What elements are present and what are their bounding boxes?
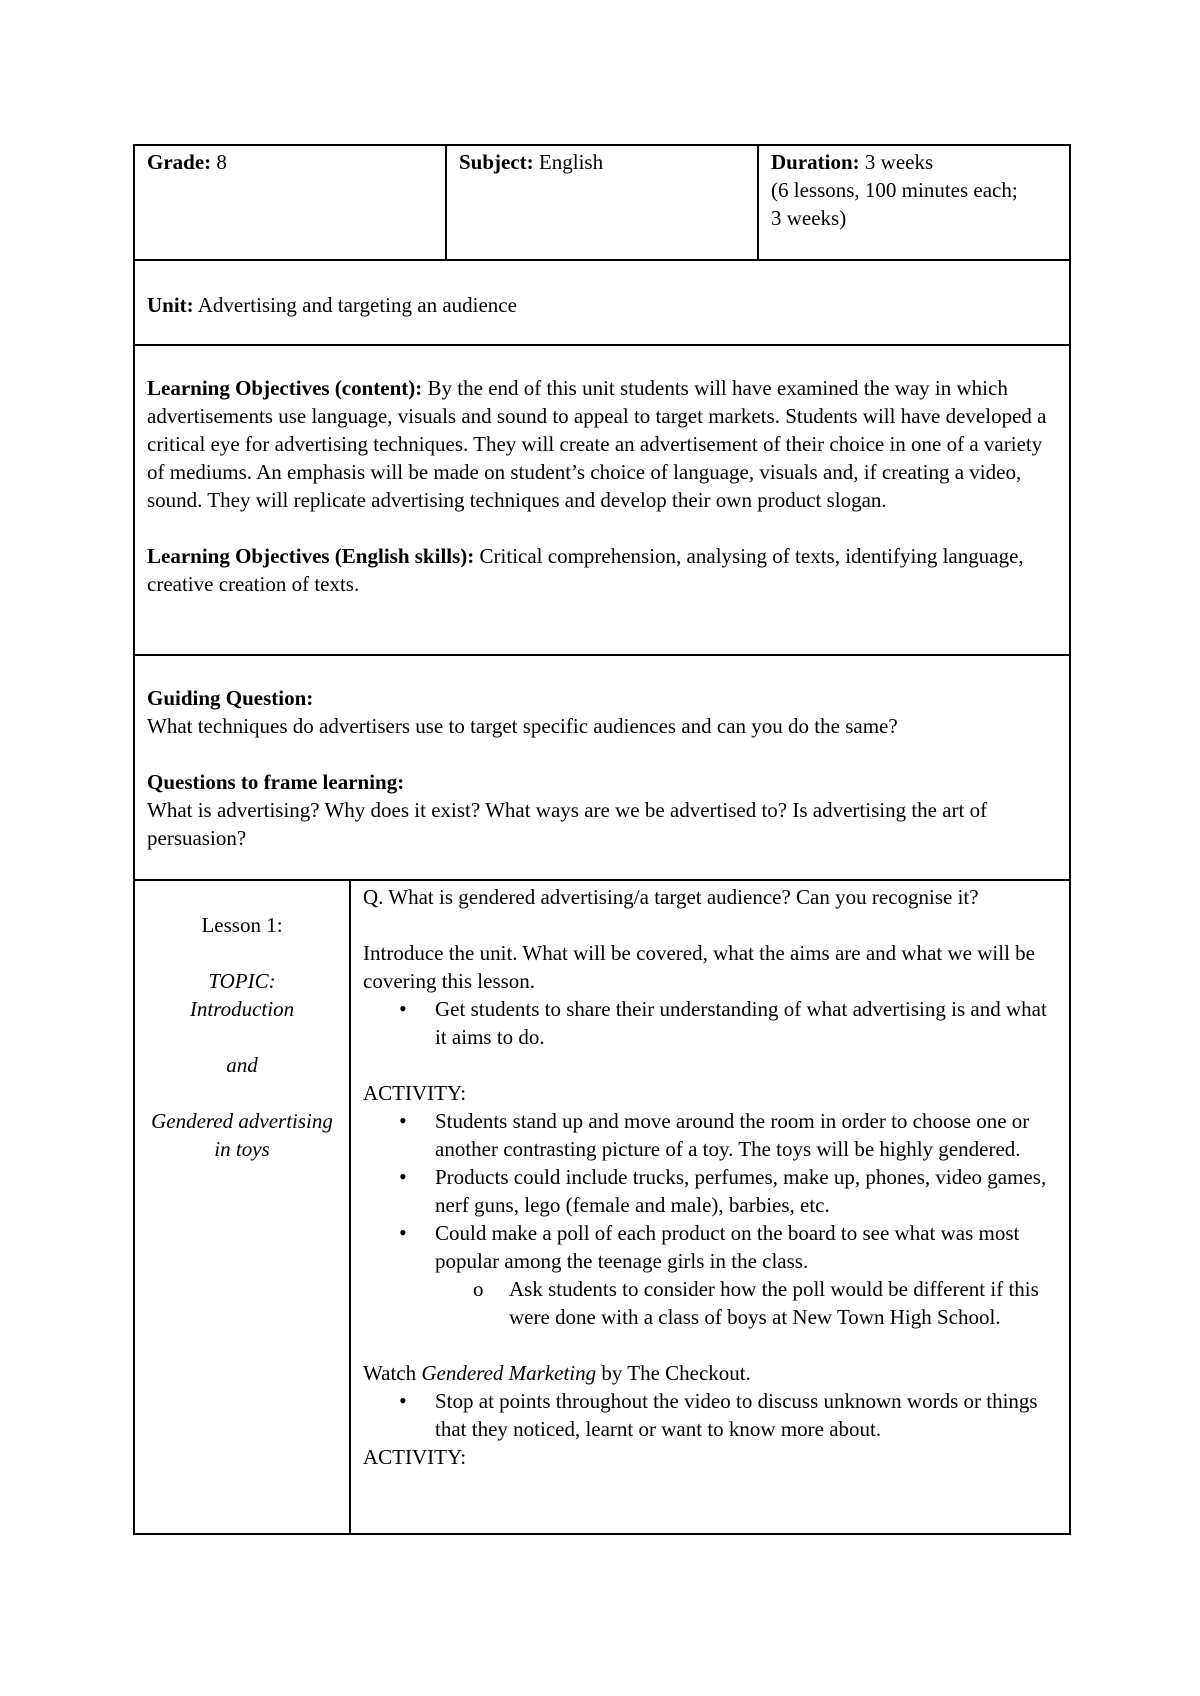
- watch-prefix: Watch: [363, 1361, 422, 1385]
- duration-detail-2: 3 weeks): [771, 206, 847, 230]
- objectives-cell: [135, 346, 1069, 654]
- lesson-1-content-cell: [351, 881, 1069, 1533]
- frame-questions-label: Questions to frame learning:: [147, 770, 405, 794]
- list-item: • Stop at points throughout the video to discuss unknown words or things that they noticed, learnt or want to know more about.: [435, 1387, 1057, 1443]
- subject-cell: [447, 146, 759, 259]
- list-item: • Students stand up and move around the room in order to choose one or another contrasting picture of a toy. The toys will be highly gendered.: [435, 1107, 1057, 1163]
- grade-label: Grade:: [147, 150, 212, 174]
- content-objective-text: By the end of this unit students will have examined the way in which advertisements use language, visuals and sound to appeal to target markets. Students will have developed a critical eye for advertising techniques. They will create an advertisement of their choice in one of a variety of mediums. An emphasis will be made on student’s choice of language, visuals and, if creating a video, sound. They will replicate advertising techniques and develop their own product slogan.: [147, 376, 1047, 512]
- list-item: • Get students to share their understanding of what advertising is and what it aims to do.: [435, 995, 1057, 1051]
- lesson-question: Q. What is gendered advertising/a target audience? Can you recognise it?: [363, 885, 979, 909]
- skills-objective-text: Critical comprehension, analysing of texts, identifying language, creative creation of texts.: [147, 544, 1024, 596]
- intro-bullet-list: [363, 995, 1057, 1051]
- watch-bullet-list: [363, 1387, 1057, 1443]
- lesson-1-topic-cell: [135, 881, 351, 1533]
- sub-list-item: o Ask students to consider how the poll would be different if this were done with a class of boys at New Town High School.: [509, 1275, 1057, 1331]
- duration-label: Duration:: [771, 150, 860, 174]
- unit-value: Advertising and targeting an audience: [193, 293, 517, 317]
- topic-gendered: Gendered advertising in toys: [151, 1109, 333, 1161]
- activity-1-label: ACTIVITY:: [363, 1081, 467, 1105]
- unit-label: Unit:: [147, 293, 194, 317]
- skills-objective-label: Learning Objectives (English skills):: [147, 544, 475, 568]
- lesson-intro: Introduce the unit. What will be covered, what the aims are and what we will be covering this lesson.: [363, 941, 1035, 993]
- objectives-row: [135, 346, 1069, 656]
- list-item-text: Could make a poll of each product on the board to see what was most popular among the teenage girls in the class.: [435, 1221, 1020, 1273]
- frame-questions-text: What is advertising? Why does it exist? What ways are we be advertised to? Is advertising the art of persuasion?: [147, 798, 988, 850]
- topic-introduction: Introduction: [189, 997, 295, 1021]
- subject-value: English: [533, 150, 604, 174]
- activity-1-sub-list: [435, 1275, 1057, 1331]
- activity-2-label: ACTIVITY:: [363, 1445, 467, 1469]
- subject-label: Subject:: [459, 150, 534, 174]
- watch-suffix: by The Checkout.: [596, 1361, 751, 1385]
- header-row: [135, 146, 1069, 261]
- lesson-plan-table: [133, 144, 1071, 1535]
- guiding-question-text: What techniques do advertisers use to target specific audiences and can you do the same?: [147, 714, 898, 738]
- duration-cell: [759, 146, 1069, 259]
- lesson-1-row: [135, 881, 1069, 1533]
- guiding-row: [135, 656, 1069, 881]
- unit-cell: [135, 261, 1069, 344]
- topic-label: TOPIC:: [208, 969, 276, 993]
- video-title: Gendered Marketing: [421, 1361, 597, 1385]
- list-item: [435, 1219, 1057, 1331]
- content-objective: [147, 374, 1057, 514]
- guiding-cell: [135, 656, 1069, 879]
- topic-and: and: [226, 1053, 258, 1077]
- duration-detail: (6 lessons, 100 minutes each;: [771, 178, 1018, 202]
- grade-cell: [135, 146, 447, 259]
- watch-video-line: [363, 1359, 1057, 1387]
- content-objective-label: Learning Objectives (content):: [147, 376, 423, 400]
- lesson-number: Lesson 1:: [201, 913, 283, 937]
- skills-objective: [147, 542, 1057, 598]
- guiding-question-label: Guiding Question:: [147, 686, 314, 710]
- duration-value: 3 weeks: [859, 150, 934, 174]
- grade-value: 8: [211, 150, 227, 174]
- activity-1-bullet-list: [363, 1107, 1057, 1331]
- list-item: • Products could include trucks, perfumes, make up, phones, video games, nerf guns, lego (female and male), barbies, etc.: [435, 1163, 1057, 1219]
- unit-row: [135, 261, 1069, 346]
